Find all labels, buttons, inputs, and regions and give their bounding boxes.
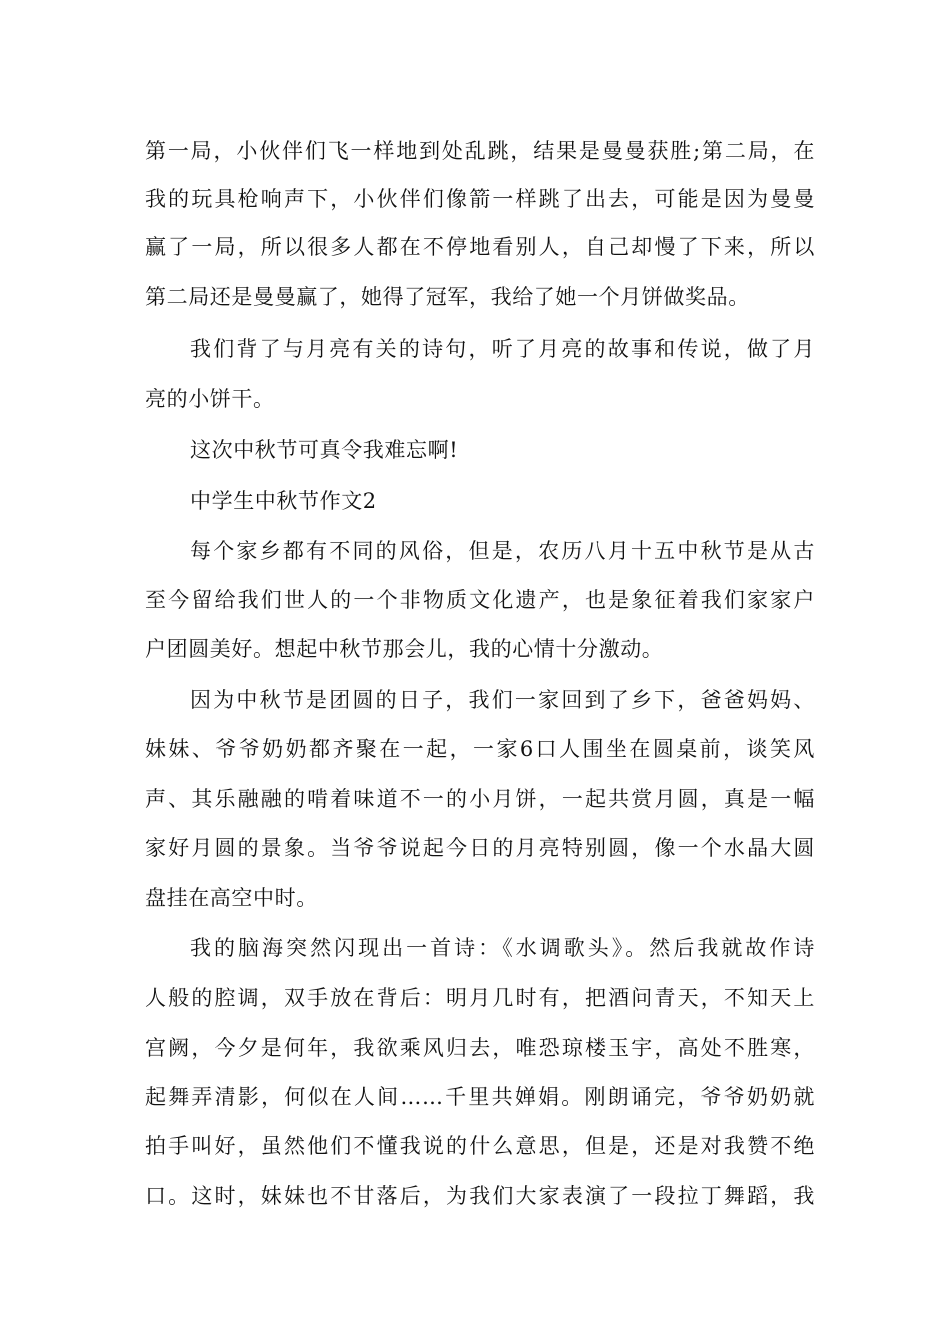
text-line: 我的玩具枪响声下，小伙伴们像箭一样跳了出去，可能是因为曼曼 bbox=[145, 187, 815, 211]
text-line: 人般的腔调，双手放在背后：明月几时有，把酒问青天，不知天上 bbox=[145, 986, 815, 1010]
text-line: 宫阙，今夕是何年，我欲乘风归去，唯恐琼楼玉宇，高处不胜寒， bbox=[145, 1036, 815, 1060]
text-line: 声、其乐融融的啃着味道不一的小月饼，一起共赏月圆，真是一幅 bbox=[145, 787, 815, 811]
text-line: 家好月圆的景象。当爷爷说起今日的月亮特别圆，像一个水晶大圆 bbox=[145, 836, 815, 860]
text-line: 因为中秋节是团圆的日子，我们一家回到了乡下，爸爸妈妈、 bbox=[190, 688, 815, 712]
text-line: 第一局，小伙伴们飞一样地到处乱跳，结果是曼曼获胜;第二局，在 bbox=[145, 139, 815, 163]
text-line: 户团圆美好。想起中秋节那会儿，我的心情十分激动。 bbox=[145, 637, 664, 661]
text-line: 起舞弄清影，何似在人间……千里共婵娟。刚朗诵完，爷爷奶奶就 bbox=[145, 1085, 815, 1109]
text-line: 我的脑海突然闪现出一首诗：《水调歌头》。然后我就故作诗 bbox=[190, 936, 815, 960]
text-line: 妹妹、爷爷奶奶都齐聚在一起，一家6口人围坐在圆桌前，谈笑风 bbox=[145, 737, 815, 761]
text-line: 赢了一局，所以很多人都在不停地看别人，自己却慢了下来，所以 bbox=[145, 235, 815, 259]
text-line: 盘挂在高空中时。 bbox=[145, 886, 318, 910]
text-line: 拍手叫好，虽然他们不懂我说的什么意思，但是，还是对我赞不绝 bbox=[145, 1134, 815, 1158]
section-heading: 中学生中秋节作文2 bbox=[190, 489, 377, 513]
text-line: 至今留给我们世人的一个非物质文化遗产，也是象征着我们家家户 bbox=[145, 588, 815, 612]
text-line: 这次中秋节可真令我难忘啊! bbox=[190, 438, 459, 462]
text-line: 第二局还是曼曼赢了，她得了冠军，我给了她一个月饼做奖品。 bbox=[145, 285, 750, 309]
text-line: 亮的小饼干。 bbox=[145, 387, 275, 411]
text-line: 口。这时，妹妹也不甘落后，为我们大家表演了一段拉丁舞蹈，我 bbox=[145, 1184, 815, 1208]
text-line: 每个家乡都有不同的风俗，但是，农历八月十五中秋节是从古 bbox=[190, 539, 815, 563]
text-line: 我们背了与月亮有关的诗句，听了月亮的故事和传说，做了月 bbox=[190, 337, 815, 361]
